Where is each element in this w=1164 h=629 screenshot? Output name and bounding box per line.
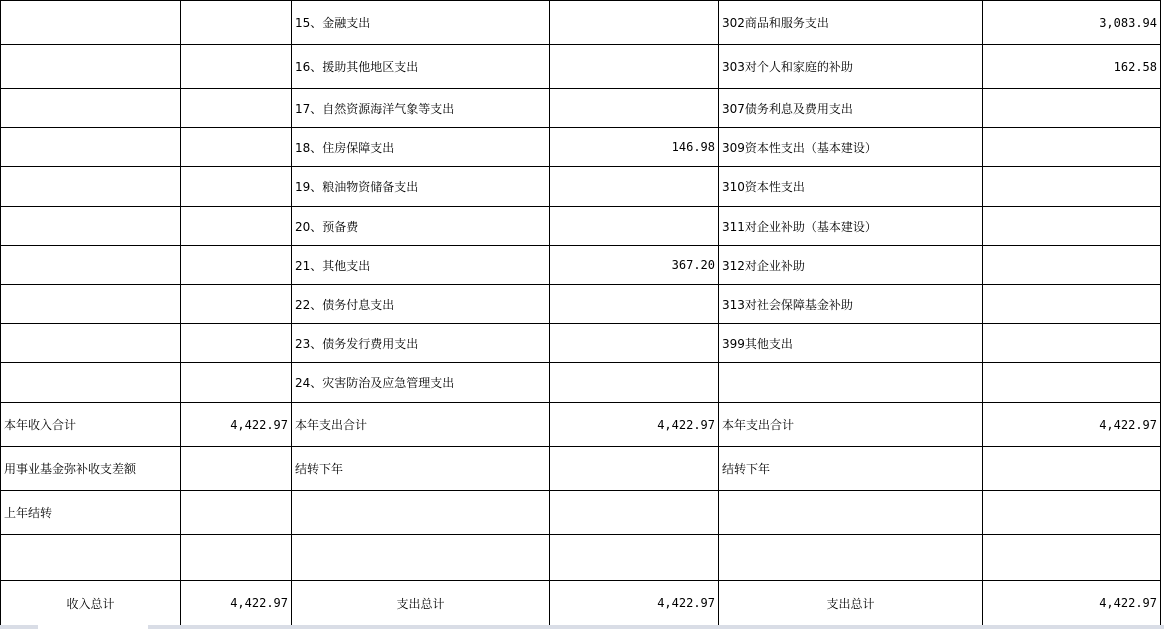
- function-expense-item-cell[interactable]: 23、债务发行费用支出: [292, 324, 550, 363]
- economic-expense-amount-cell[interactable]: [983, 447, 1161, 491]
- economic-expense-item-cell[interactable]: 311对企业补助（基本建设）: [719, 207, 983, 246]
- economic-expense-amount-cell[interactable]: [983, 128, 1161, 167]
- economic-expense-item-cell[interactable]: 本年支出合计: [719, 403, 983, 447]
- income-item-cell[interactable]: [1, 45, 181, 89]
- table-row: [1, 535, 1161, 581]
- economic-expense-item-cell[interactable]: 313对社会保障基金补助: [719, 285, 983, 324]
- table-row: [1, 45, 1161, 89]
- table-row: [1, 246, 1161, 285]
- income-item-cell[interactable]: [1, 324, 181, 363]
- function-expense-item-cell[interactable]: 结转下年: [292, 447, 550, 491]
- economic-expense-item-cell[interactable]: 结转下年: [719, 447, 983, 491]
- economic-expense-item-cell[interactable]: 303对个人和家庭的补助: [719, 45, 983, 89]
- table-row: [1, 89, 1161, 128]
- function-expense-item-cell[interactable]: 15、金融支出: [292, 1, 550, 45]
- function-expense-total-amount[interactable]: 4,422.97: [550, 581, 719, 626]
- economic-expense-item-cell[interactable]: 309资本性支出（基本建设）: [719, 128, 983, 167]
- table-row: [1, 128, 1161, 167]
- annual-total-row: [1, 403, 1161, 447]
- economic-expense-item-cell[interactable]: 399其他支出: [719, 324, 983, 363]
- income-item-cell[interactable]: [1, 207, 181, 246]
- function-expense-amount-cell[interactable]: [550, 167, 719, 207]
- economic-expense-item-cell[interactable]: [719, 491, 983, 535]
- income-amount-cell[interactable]: [181, 491, 292, 535]
- economic-expense-amount-cell[interactable]: [983, 324, 1161, 363]
- table-row: [1, 1, 1161, 45]
- function-expense-amount-cell[interactable]: [550, 89, 719, 128]
- function-expense-item-cell[interactable]: 17、自然资源海洋气象等支出: [292, 89, 550, 128]
- function-expense-item-cell[interactable]: 本年支出合计: [292, 403, 550, 447]
- function-expense-item-cell[interactable]: 22、债务付息支出: [292, 285, 550, 324]
- economic-expense-amount-cell[interactable]: [983, 167, 1161, 207]
- income-item-cell[interactable]: [1, 128, 181, 167]
- table-row: [1, 324, 1161, 363]
- income-item-cell[interactable]: 用事业基金弥补收支差额: [1, 447, 181, 491]
- function-expense-amount-cell[interactable]: [550, 447, 719, 491]
- income-item-cell[interactable]: [1, 1, 181, 45]
- economic-expense-item-cell[interactable]: [719, 363, 983, 403]
- function-expense-total-label[interactable]: 支出总计: [292, 581, 550, 626]
- function-expense-item-cell[interactable]: [292, 491, 550, 535]
- income-item-cell[interactable]: [1, 89, 181, 128]
- economic-expense-item-cell[interactable]: 310资本性支出: [719, 167, 983, 207]
- function-expense-amount-cell[interactable]: [550, 207, 719, 246]
- income-amount-cell[interactable]: [181, 89, 292, 128]
- table-row: [1, 285, 1161, 324]
- economic-expense-amount-cell[interactable]: [983, 285, 1161, 324]
- function-expense-amount-cell[interactable]: 146.98: [550, 128, 719, 167]
- income-total-amount[interactable]: 4,422.97: [181, 581, 292, 626]
- economic-expense-amount-cell[interactable]: 3,083.94: [983, 1, 1161, 45]
- table-row: [1, 447, 1161, 491]
- economic-expense-item-cell[interactable]: [719, 535, 983, 581]
- income-amount-cell[interactable]: [181, 167, 292, 207]
- income-amount-cell[interactable]: [181, 324, 292, 363]
- economic-expense-amount-cell[interactable]: [983, 246, 1161, 285]
- income-item-cell[interactable]: 上年结转: [1, 491, 181, 535]
- income-amount-cell[interactable]: [181, 45, 292, 89]
- income-amount-cell[interactable]: [181, 447, 292, 491]
- table-row: [1, 491, 1161, 535]
- income-amount-cell[interactable]: 4,422.97: [181, 403, 292, 447]
- income-amount-cell[interactable]: [181, 535, 292, 581]
- function-expense-item-cell[interactable]: 19、粮油物资储备支出: [292, 167, 550, 207]
- income-item-cell[interactable]: [1, 363, 181, 403]
- scrollbar-track-segment: [38, 625, 148, 629]
- grand-total-row: [1, 581, 1161, 626]
- function-expense-amount-cell[interactable]: [550, 324, 719, 363]
- economic-expense-amount-cell[interactable]: [983, 535, 1161, 581]
- economic-expense-total-amount[interactable]: 4,422.97: [983, 581, 1161, 626]
- economic-expense-amount-cell[interactable]: 4,422.97: [983, 403, 1161, 447]
- economic-expense-total-label[interactable]: 支出总计: [719, 581, 983, 626]
- table-row: [1, 363, 1161, 403]
- economic-expense-amount-cell[interactable]: [983, 89, 1161, 128]
- income-amount-cell[interactable]: [181, 363, 292, 403]
- income-item-cell[interactable]: [1, 246, 181, 285]
- economic-expense-amount-cell[interactable]: 162.58: [983, 45, 1161, 89]
- income-amount-cell[interactable]: [181, 128, 292, 167]
- income-amount-cell[interactable]: [181, 285, 292, 324]
- table-row: [1, 167, 1161, 207]
- function-expense-amount-cell[interactable]: [550, 285, 719, 324]
- function-expense-amount-cell[interactable]: 367.20: [550, 246, 719, 285]
- function-expense-item-cell[interactable]: [292, 535, 550, 581]
- income-amount-cell[interactable]: [181, 207, 292, 246]
- income-item-cell[interactable]: [1, 535, 181, 581]
- function-expense-item-cell[interactable]: 21、其他支出: [292, 246, 550, 285]
- income-amount-cell[interactable]: [181, 246, 292, 285]
- function-expense-amount-cell[interactable]: [550, 1, 719, 45]
- economic-expense-amount-cell[interactable]: [983, 207, 1161, 246]
- economic-expense-item-cell[interactable]: 307债务利息及费用支出: [719, 89, 983, 128]
- function-expense-amount-cell[interactable]: [550, 535, 719, 581]
- function-expense-item-cell[interactable]: 24、灾害防治及应急管理支出: [292, 363, 550, 403]
- economic-expense-amount-cell[interactable]: [983, 363, 1161, 403]
- function-expense-amount-cell[interactable]: [550, 491, 719, 535]
- function-expense-amount-cell[interactable]: [550, 363, 719, 403]
- function-expense-amount-cell[interactable]: 4,422.97: [550, 403, 719, 447]
- economic-expense-amount-cell[interactable]: [983, 491, 1161, 535]
- economic-expense-item-cell[interactable]: 302商品和服务支出: [719, 1, 983, 45]
- horizontal-scrollbar[interactable]: [0, 625, 1164, 629]
- income-item-cell[interactable]: 本年收入合计: [1, 403, 181, 447]
- income-item-cell[interactable]: [1, 285, 181, 324]
- function-expense-amount-cell[interactable]: [550, 45, 719, 89]
- income-amount-cell[interactable]: [181, 1, 292, 45]
- function-expense-item-cell[interactable]: 18、住房保障支出: [292, 128, 550, 167]
- income-total-label[interactable]: 收入总计: [1, 581, 181, 626]
- function-expense-item-cell[interactable]: 20、预备费: [292, 207, 550, 246]
- income-item-cell[interactable]: [1, 167, 181, 207]
- economic-expense-item-cell[interactable]: 312对企业补助: [719, 246, 983, 285]
- function-expense-item-cell[interactable]: 16、援助其他地区支出: [292, 45, 550, 89]
- table-row: [1, 207, 1161, 246]
